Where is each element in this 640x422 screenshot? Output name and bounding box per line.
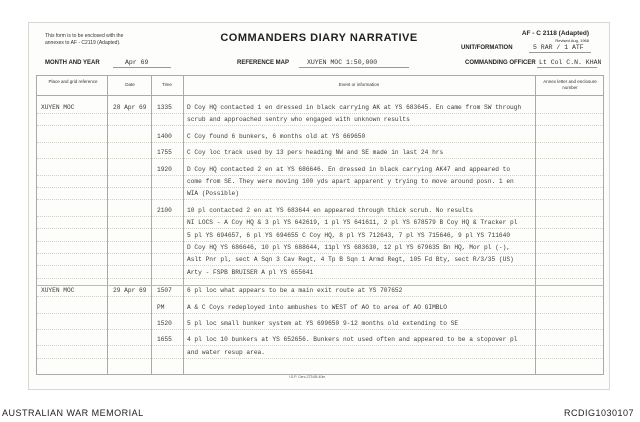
col-header-annex: Annex letter and enclosure number (543, 79, 597, 90)
ruled-line (37, 158, 603, 159)
table-header (37, 76, 603, 96)
entry-event-line: 6 pl loc what appears to be a main exit route at YS 707652 (187, 287, 403, 295)
entry-time: PM (157, 303, 165, 311)
entry-event-line: C Coy loc track used by 13 pers heading NW and SE made in last 24 hrs (187, 149, 444, 157)
ruled-line (37, 278, 603, 279)
ruled-line (37, 253, 603, 254)
entry-event-line: A & C Coys redeployed into ambushes to WEST of AO to area of AO GIMBLO (187, 303, 447, 311)
diary-table (36, 75, 604, 375)
form-revised: Revised Aug, 1968 (555, 38, 589, 43)
page-title: COMMANDERS DIARY NARRATIVE (220, 32, 418, 44)
col-header-time: Time (162, 82, 172, 87)
month-value: Apr 69 (125, 59, 149, 66)
entry-event-line: D Coy HQ contacted 2 en at YS 686646. En dressed in black carrying AK47 and appeared to (187, 165, 511, 173)
entry-event-line: and water resup area. (187, 348, 265, 356)
entry-event-line: NI LOCS - A Coy HQ & 3 pl YS 642619, 1 pl YS 641611, 2 pl YS 678579 B Coy HQ & Tracker pl (187, 219, 518, 227)
ruled-line (37, 345, 603, 346)
ruled-line (37, 228, 603, 229)
ruled-line (37, 199, 603, 200)
entry-event-line: 10 pl contacted 2 en at YS 683644 en appeared through thick scrub. No results (187, 206, 473, 214)
entry-event-line: 5 pl loc small bunker system at YS 699650 9-12 months old extending to SE (187, 320, 459, 327)
ruled-line (37, 216, 603, 217)
entry-event-line: D Coy HQ YS 686646, 10 pl YS 688644, 11pl YS 683630, 12 pl YS 679635 Bn HQ, Mor pl (-), (187, 244, 511, 251)
ruled-line (37, 113, 603, 114)
entry-time: 1507 (157, 287, 172, 295)
unit-value: 5 RAR / 1 ATF (533, 44, 584, 51)
map-underline (299, 67, 409, 68)
entry-event-line: D Coy HQ contacted 1 en dressed in black carrying AK at YS 683645. En came from SW through (187, 104, 522, 111)
ruled-line (37, 296, 603, 297)
date-separator (37, 285, 603, 286)
month-underline (113, 67, 171, 68)
officer-label: COMMANDING OFFICER (465, 60, 536, 66)
ruled-line (37, 175, 603, 176)
ruled-line (37, 265, 603, 266)
entry-time: 1655 (157, 336, 172, 344)
unit-underline (529, 52, 591, 53)
entry-time: 1400 (157, 132, 172, 140)
entry-time: 1920 (157, 165, 172, 173)
entry-date: 28 Apr 69 (113, 104, 147, 111)
print-note: I.S.P. Cerc-273:65-40m (289, 375, 326, 379)
ruled-line (37, 187, 603, 188)
note-line-2: annexes to AF - C2119 (Adapted). (45, 39, 121, 46)
col-header-place: Place and grid reference (48, 79, 98, 84)
ruled-line (37, 241, 603, 242)
entry-event-line: Aslt Pnr pl, sect A Sqn 3 Cav Regt, 4 Tp B Sqn 1 Armd Regt, 105 Fd Bty, sect R/3/35 (US) (187, 256, 514, 264)
form-code: AF - C 2118 (Adapted) (521, 30, 589, 37)
map-value: XUYEN MOC 1:50,000 (307, 59, 378, 66)
ruled-line (37, 358, 603, 359)
archive-credit: AUSTRALIAN WAR MEMORIAL (2, 408, 144, 418)
entry-event-line: scrub and approached sentry who engaged with unknown results (187, 116, 410, 124)
entry-date: 29 Apr 69 (113, 287, 147, 295)
entry-event-line: come from SE. They were moving 100 yds apart apparent y trying to move around posn. 1 en (187, 178, 514, 185)
ruled-line (37, 142, 603, 143)
month-label: MONTH AND YEAR (45, 60, 100, 66)
entry-place: XUYEN MOC (41, 287, 75, 295)
col-header-date: Date (125, 82, 135, 87)
entry-event-line: 5 pl YS 694657, 6 pl YS 694655 C Coy HQ, 8 pl YS 712643, 7 pl YS 715646, 9 pl YS 711640 (187, 231, 511, 239)
unit-label: UNIT/FORMATION (461, 45, 513, 51)
ruled-line (37, 329, 603, 330)
entry-time: 1335 (157, 104, 172, 111)
entry-time: 2100 (157, 206, 172, 214)
officer-underline (537, 67, 597, 68)
diary-sheet (28, 22, 610, 390)
ruled-line (37, 125, 603, 126)
entry-time: 1520 (157, 320, 172, 327)
map-label: REFERENCE MAP (237, 60, 290, 66)
note-line-1: This form is to be enclosed with the (45, 33, 124, 39)
officer-value: Lt Col C.N. KHAN (539, 59, 602, 66)
entry-event-line: C Coy found 6 bunkers, 6 months old at YS 669650 (187, 132, 366, 140)
col-header-event: Event or information (338, 82, 380, 87)
ruled-line (37, 313, 603, 314)
entry-time: 1755 (157, 149, 172, 157)
entry-event-line: Arty - FSPB BRUISER A pl YS 655641 (187, 268, 314, 276)
entry-event-line: 4 pl loc 10 bunkers at YS 652656. Bunkers not used often and appeared to be a stopover pl (187, 336, 518, 344)
archive-reference: RCDIG1030107 (563, 408, 634, 418)
entry-event-line: WIA (Possible) (187, 190, 239, 198)
entry-place: XUYEN MOC (41, 104, 75, 111)
